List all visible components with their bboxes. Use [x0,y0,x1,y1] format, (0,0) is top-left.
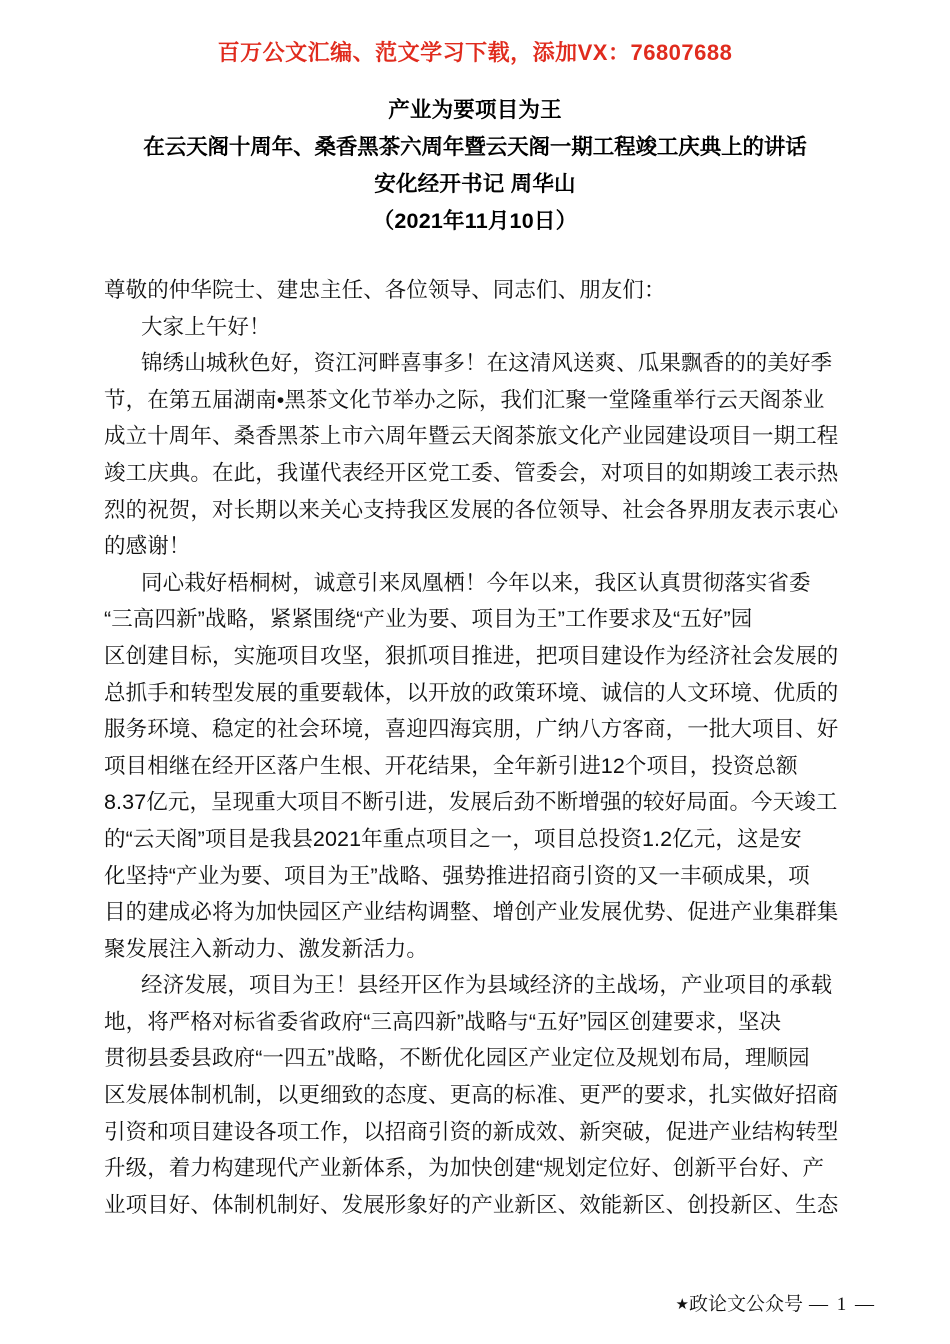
body-line: 尊敬的仲华院士、建忠主任、各位领导、同志们、朋友们： [104,278,666,302]
body-line: 目的建成必将为加快园区产业结构调整、增创产业发展优势、促进产业集群集 [104,900,839,925]
body-line: 烈的祝贺，对长期以来关心支持我区发展的各位领导、社会各界朋友表示衷心 [104,497,839,522]
body-line: 贯彻县委县政府“一四五”战略，不断优化园区产业定位及规划布局，理顺园 [104,1046,810,1071]
document-body [104,272,862,1223]
title-block [0,92,950,240]
body-line: 同心栽好梧桐树，诚意引来凤凰栖！今年以来，我区认真贯彻落实省委 [141,570,811,595]
body-line: 引资和项目建设各项工作，以招商引资的新成效、新突破，促进产业结构转型 [104,1119,839,1144]
title-line-main: 产业为要项目为王 [388,98,562,122]
body-line: 区发展体制机制，以更细致的态度、更高的标准、更严的要求，扎实做好招商 [104,1083,839,1108]
body-line: 升级，着力构建现代产业新体系，为加快创建“规划定位好、创新平台好、产 [104,1156,825,1181]
body-line: 锦绣山城秋色好，资江河畔喜事多！在这清风送爽、瓜果飘香的的美好季 [141,351,833,376]
body-line: 8.37亿元，呈现重大项目不断引进，发展后劲不断增强的较好局面。今天竣工 [104,790,838,815]
body-line: 竣工庆典。在此，我谨代表经开区党工委、管委会，对项目的如期竣工表示热 [104,460,839,485]
page-footer [0,1289,950,1316]
body-line: 项目相继在经开区落户生根、开花结果，全年新引进12个项目，投资总额 [104,753,798,778]
body-line: 成立十周年、桑香黑茶上市六周年暨云天阁茶旅文化产业园建设项目一期工程 [104,424,839,449]
body-line: 的感谢！ [104,534,191,559]
body-line: 区创建目标，实施项目攻坚，狠抓项目推进，把项目建设作为经济社会发展的 [104,643,839,668]
body-line: 聚发展注入新动力、激发新活力。 [104,936,429,961]
body-line: 大家上午好！ [141,314,271,339]
body-line: “三高四新”战略，紧紧围绕“产业为要、项目为王”工作要求及“五好”园 [104,607,753,632]
body-line: 经济发展，项目为王！县经开区作为县域经济的主战场，产业项目的承载 [141,973,833,998]
footer-source-label: 政论文公众号 [688,1294,803,1315]
star-icon: ★ [675,1295,689,1313]
title-line-subject: 在云天阁十周年、桑香黑茶六周年暨云天阁一期工程竣工庆典上的讲话 [143,135,807,159]
body-line: 地，将严格对标省委省政府“三高四新”战略与“五好”园区创建要求，坚决 [104,1009,782,1034]
body-line: 业项目好、体制机制好、发展形象好的产业新区、效能新区、创投新区、生态 [104,1192,839,1217]
body-line: 化坚持“产业为要、项目为王”战略、强势推进招商引资的又一丰硕成果，项 [104,863,810,888]
title-line-date: （2021年11月10日） [372,209,578,233]
body-line: 的“云天阁”项目是我县2021年重点项目之一，项目总投资1.2亿元，这是安 [104,826,802,851]
title-line-speaker: 安化经开书记 周华山 [374,172,576,196]
page-number: — 1 — [809,1294,876,1315]
promo-banner: 百万公文汇编、范文学习下载，添加VX：76807688 [217,40,733,65]
body-line: 服务环境、稳定的社会环境，喜迎四海宾朋，广纳八方客商，一批大项目、好 [104,717,839,742]
body-line: 总抓手和转型发展的重要载体，以开放的政策环境、诚信的人文环境、优质的 [104,680,839,705]
body-line: 节，在第五届湖南•黑茶文化节举办之际，我们汇聚一堂隆重举行云天阁茶业 [104,387,825,412]
